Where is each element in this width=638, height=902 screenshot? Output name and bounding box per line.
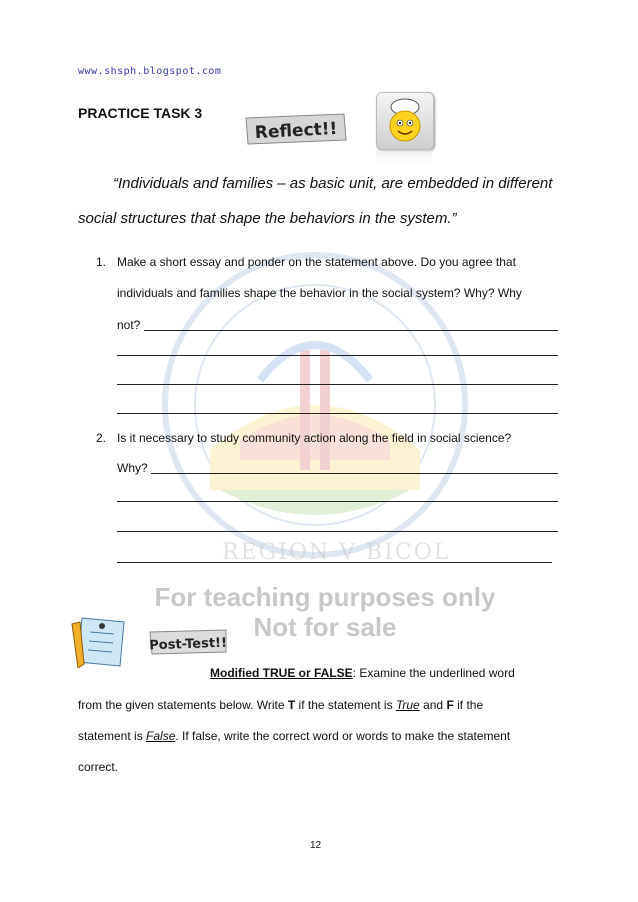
instruction-line-1 <box>210 666 515 680</box>
post-test-banner <box>148 628 228 656</box>
question-2-prompt: Why? <box>117 461 148 475</box>
region-watermark: REGION V BICOL <box>222 540 451 565</box>
instruction-text: if the statement is <box>295 698 396 712</box>
reflect-banner <box>244 112 348 146</box>
page-number: 12 <box>310 840 322 851</box>
website-url: www.shsph.blogspot.com <box>78 66 222 77</box>
true-word: True <box>395 698 420 712</box>
question-1-line-2: individuals and families shape the behavior in the social system? Why? Why <box>117 286 522 300</box>
instruction-line-4: correct. <box>78 760 119 774</box>
chef-icon-reflection <box>376 150 432 164</box>
instruction-text: and <box>419 698 447 712</box>
reflect-label: Reflect!! <box>254 118 338 144</box>
instruction-heading: Modified TRUE or FALSE <box>210 666 353 680</box>
false-letter: F <box>446 698 454 712</box>
quote-line-2: social structures that shape the behaviors in the system.” <box>78 210 457 227</box>
instruction-text: : Examine the underlined word <box>352 666 515 680</box>
post-test-label: Post-Test!! <box>149 635 228 654</box>
question-2-number: 2. <box>96 431 107 445</box>
question-1-prompt: not? <box>117 318 141 332</box>
answer-line <box>117 413 558 414</box>
quote-line-1: “Individuals and families – as basic unit, are embedded in different <box>113 175 553 192</box>
question-1-number: 1. <box>96 255 107 269</box>
page-title: PRACTICE TASK 3 <box>78 105 203 121</box>
answer-line <box>117 355 558 356</box>
instruction-text: if the <box>453 698 484 712</box>
true-letter: T <box>287 698 296 712</box>
answer-line <box>117 384 558 385</box>
instruction-text: . If false, write the correct word or words to make the statement <box>175 729 511 743</box>
instruction-line-2 <box>78 698 483 712</box>
teaching-watermark-line-1: For teaching purposes only <box>154 582 496 612</box>
false-word: False <box>146 729 176 743</box>
answer-line <box>151 473 558 474</box>
checklist-pencil-icon <box>68 614 130 668</box>
instruction-line-3 <box>78 729 510 743</box>
instruction-text: statement is <box>78 729 147 743</box>
instruction-text: from the given statements below. Write <box>78 698 288 712</box>
question-2-line-1: Is it necessary to study community action along the field in social science? <box>117 431 512 445</box>
teaching-watermark-line-2: Not for sale <box>253 612 397 642</box>
answer-line <box>144 330 558 331</box>
answer-line <box>117 531 558 532</box>
chef-smiley-icon <box>376 92 434 150</box>
question-1-line-1: Make a short essay and ponder on the statement above. Do you agree that <box>117 255 516 269</box>
answer-line <box>117 501 558 502</box>
